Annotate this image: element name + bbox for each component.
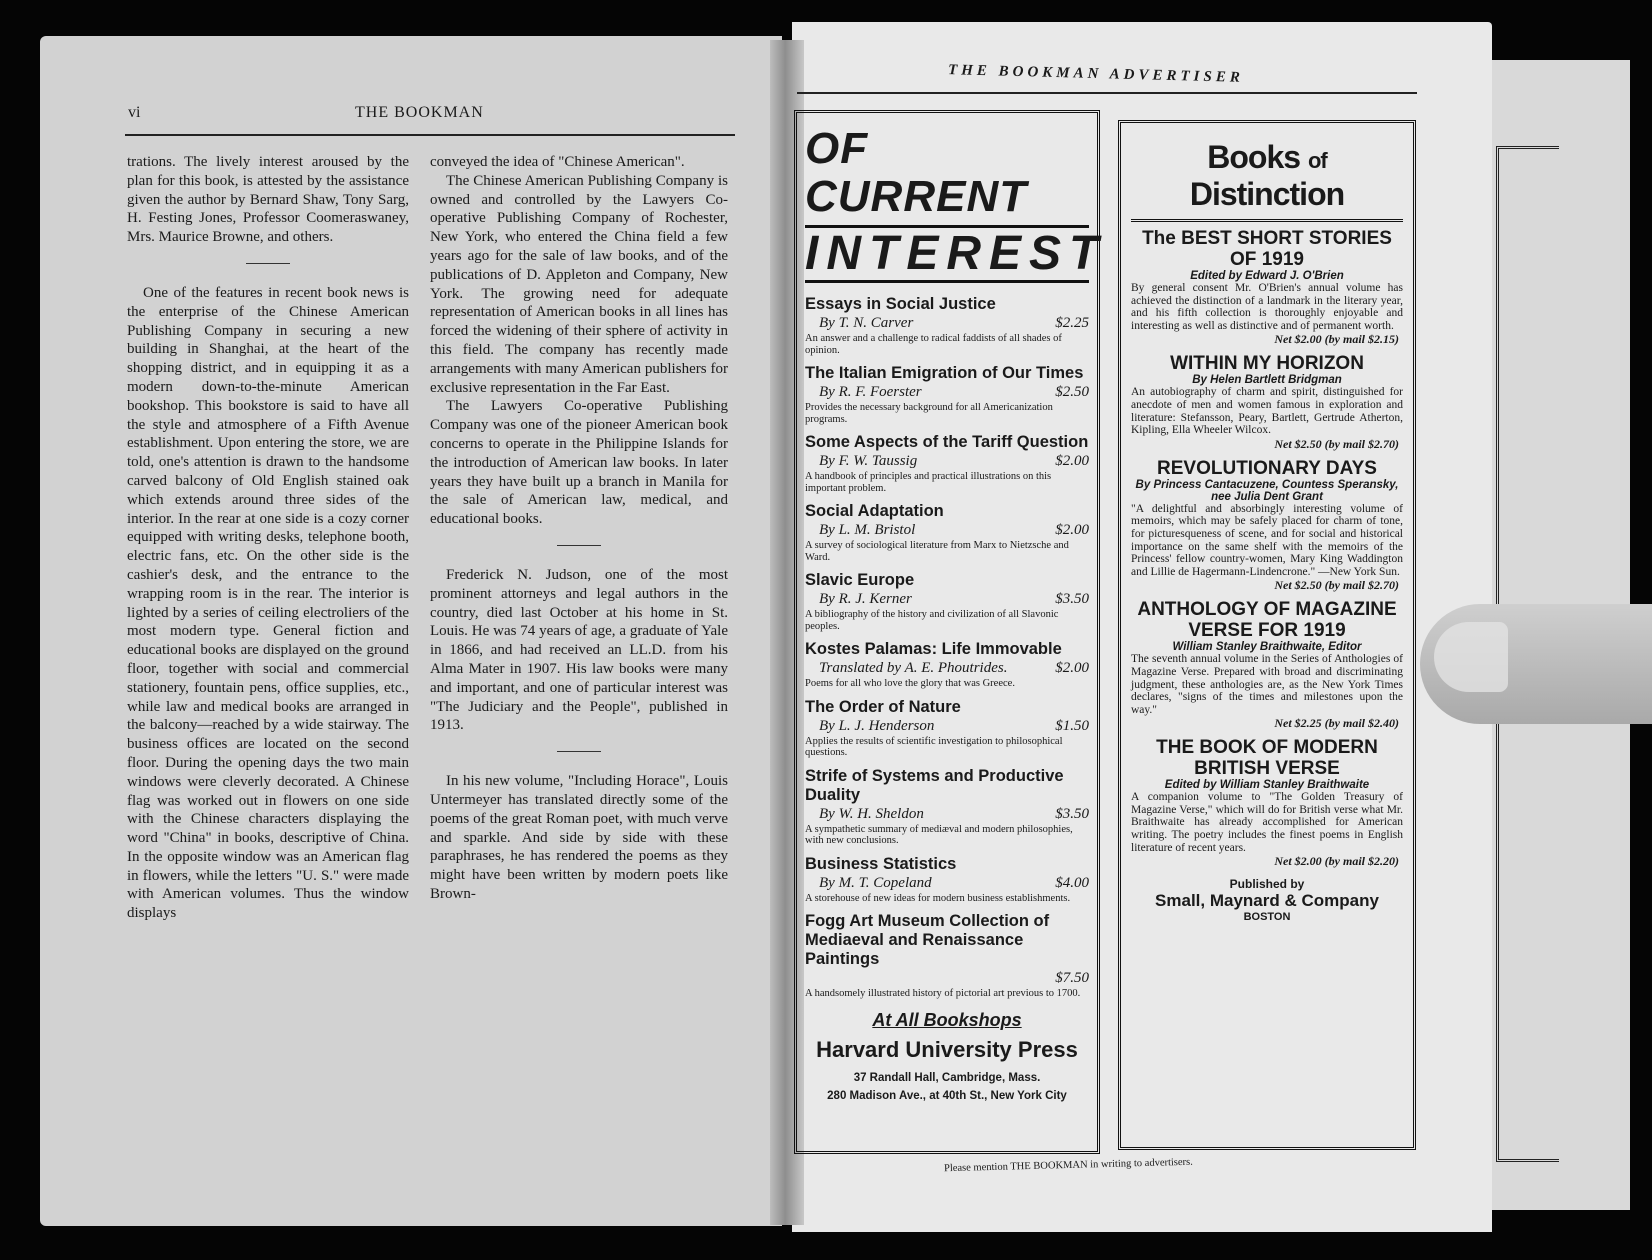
publisher-name: Harvard University Press xyxy=(816,1036,1078,1062)
book-entry xyxy=(805,295,1089,356)
book-author: By L. M. Bristol xyxy=(819,522,916,538)
paragraph: conveyed the idea of "Chinese American". xyxy=(430,154,685,170)
bookshops-line: At All Bookshops xyxy=(872,1009,1022,1030)
ad-title-word: Books xyxy=(1207,139,1301,175)
book-description: Applies the results of scientific investigation to philosophical questions. xyxy=(805,735,1063,758)
book-entry xyxy=(1131,599,1403,731)
book-author-row xyxy=(805,314,1089,333)
ad-title-word: of xyxy=(1307,148,1327,173)
book-description: A companion volume to "The Golden Treasury of Magazine Verse," which will do for British verse what Mr. Braithwaite has already accomplished for American writing. The poetry includes the finest poems in English literature of recent years. xyxy=(1131,791,1403,854)
book-description: Provides the necessary background for all Americanization programs. xyxy=(805,402,1053,425)
harvard-ad xyxy=(794,110,1107,1154)
book-price: $4.00 xyxy=(1055,874,1089,891)
book-author: Translated by A. E. Phoutrides. xyxy=(819,660,1008,676)
address-line: 37 Randall Hall, Cambridge, Mass. xyxy=(853,1071,1041,1084)
book-author-row xyxy=(805,521,1089,540)
paragraph: One of the features in recent book news is the enterprise of the Chinese American Publishing Company in securing a new building in Shanghai, at the heart of the shopping district, and in equipping it as a modern down-to-the-minute American bookshop. This bookstore is said to have all the style and atmosphere of a Fifth Avenue establishment. Upon entering the store, we are told, one's attention is drawn to the handsome carved balcony of Old English stained oak which extends around three sides of the interior. In the rear at one side is a cozy corner equipped with writing desks, telephone booth, electric fans, etc. On the other side is the cashier's desk, and the entrance to the wrapping room is in the rear. The interior is lighted by a series of ceiling electroliers of the most modern type. General fiction and educational books are displayed on the ground floor, together with social and commercial stationery, fountain pens, office supplies, etc., while law and medical books are arranged in the balcony—reached by a wide stairway. The business offices are located on the second floor. During the opening days the two main windows were cleverly decorated. A Chinese flag was worked out in flowers on one side with the Chinese characters displaying the word "China" in books, descriptive of China. In the opposite window was an American flag in flowers, while the letters "U. S." were made with American volumes. Thus the window displays xyxy=(127,284,409,922)
book-author: By R. F. Foerster xyxy=(819,384,922,400)
advertiser-footer-note: Please mention THE BOOKMAN in writing to advertisers. xyxy=(943,1156,1193,1175)
paragraph: In his new volume, "Including Horace", Louis Untermeyer has translated directly some of the poems of the great Roman poet, with much verve and sparkle. And side by side with these paraphrases, he has rendered the poems as they might have been written by modern poets like Brown- xyxy=(430,773,728,902)
book-description: A sympathetic summary of mediæval and modern philosophies, with new conclusions. xyxy=(805,823,1073,846)
book-entry xyxy=(1131,353,1403,451)
book-title: Some Aspects of the Tariff Question xyxy=(805,433,1089,451)
book-price: Net $2.50 (by mail $2.70) xyxy=(1274,436,1399,451)
section-separator xyxy=(557,545,601,546)
book-author: By F. W. Taussig xyxy=(819,453,918,469)
ad-title xyxy=(1131,139,1403,213)
book-author-row xyxy=(805,452,1089,471)
ad-title: OF CURRENT xyxy=(805,124,1028,221)
book-price: Net $2.25 (by mail $2.40) xyxy=(1274,716,1399,731)
ad-title: INTEREST xyxy=(805,225,1089,283)
book-title: WITHIN MY HORIZON xyxy=(1170,353,1364,375)
advertiser-header-rule xyxy=(797,92,1417,94)
book-price: Net $2.00 (by mail $2.20) xyxy=(1274,854,1399,869)
book-description: An answer and a challenge to radical faddists of all shades of opinion. xyxy=(805,333,1062,356)
header-rule xyxy=(125,134,735,136)
book-entry xyxy=(805,364,1089,425)
book-entry xyxy=(805,855,1089,905)
book-author-row xyxy=(805,805,1089,824)
book-description: By general consent Mr. O'Brien's annual volume has achieved the distinction of a landmark in the literary year, and his fifth collection is thoroughly enjoyable and interesting as well as distinctive and of permanent worth. xyxy=(1131,282,1403,332)
book-title: Essays in Social Justice xyxy=(805,295,996,313)
book-author: By L. J. Henderson xyxy=(819,717,935,734)
section-separator xyxy=(557,751,601,752)
address-line: 280 Madison Ave., at 40th St., New York City xyxy=(827,1089,1067,1102)
published-by: Published by xyxy=(1229,877,1305,892)
book-description: "A delightful and absorbingly interesting volume of memoirs, which may be safely placed for charm of tone, for picturesqueness of scene, and for social and historical importance on the same shelf with the memoirs of the Princess' fellow country-women, Mary King Waddington and Lillie de Hagermann-Lindencrone." —New York Sun. xyxy=(1131,502,1403,578)
book-editor: By Helen Bartlett Bridgman xyxy=(1192,374,1342,387)
book-description: An autobiography of charm and spirit, distinguished for anecdote of men and women famous in exploration and literature: Stefansson, Peary, Bartlett, Gertrude Atherton, Kipling, Ella Wheeler Wilcox. xyxy=(1131,386,1403,437)
book-price: Net $2.50 (by mail $2.70) xyxy=(1274,578,1399,593)
book-author: By R. J. Kerner xyxy=(819,591,912,607)
book-price: $2.25 xyxy=(1055,315,1089,331)
advertiser-running-head: THE BOOKMAN ADVERTISER xyxy=(947,62,1245,86)
book-description: A bibliography of the history and civilization of all Slavonic peoples. xyxy=(805,609,1059,632)
paragraph: Frederick N. Judson, one of the most prominent attorneys and legal authors in the country, died last October at his home in St. Louis. He was 74 years of age, a graduate of Yale in 1866, and had received an LL.D. from his Alma Mater in 1907. His law books were many and important, and one of particular interest was "The Judiciary and the People", published in 1913. xyxy=(430,566,728,734)
book-title: Strife of Systems and Productive Duality xyxy=(805,766,1064,804)
book-price: $3.50 xyxy=(1055,805,1089,822)
book-title: Fogg Art Museum Collection of Mediaeval and Renaissance Paintings xyxy=(805,912,1050,968)
book-author: By W. H. Sheldon xyxy=(819,805,924,822)
book-author: By M. T. Copeland xyxy=(819,874,932,891)
book-price: Net $2.00 (by mail $2.15) xyxy=(1274,332,1399,347)
book-entry xyxy=(805,433,1089,494)
book-price: $2.00 xyxy=(1055,522,1089,538)
book-author: By T. N. Carver xyxy=(819,315,914,331)
book-entry xyxy=(1131,458,1403,594)
publisher-name: Small, Maynard & Company xyxy=(1155,891,1379,911)
book-entry xyxy=(805,640,1089,690)
ad-title-word: Distinction xyxy=(1189,176,1345,212)
book-description: The seventh annual volume in the Series of Anthologies of Magazine Verse. Prepared with broad and discriminating judgment, these anthologies are, as the New York Times declares, "signs of the times and milestones upon the way." xyxy=(1131,653,1403,716)
book-title: Slavic Europe xyxy=(805,571,915,589)
paragraph: trations. The lively interest aroused by the plan for this book, is attested by the assistance given the author by Bernard Shaw, Tony Sarg, H. Festing Jones, Professor Coomeraswaney, Mrs. Maurice Browne, and others. xyxy=(127,154,409,246)
book-price: $1.50 xyxy=(1055,717,1089,734)
book-title: The Italian Emigration of Our Times xyxy=(805,364,1084,382)
book-editor: William Stanley Braithwaite, Editor xyxy=(1172,641,1362,654)
book-author-row xyxy=(805,590,1089,609)
book-editor: Edited by Edward J. O'Brien xyxy=(1190,270,1344,282)
right-column xyxy=(430,153,728,904)
book-entry xyxy=(1131,228,1403,347)
book-entry xyxy=(805,912,1089,1000)
book-description: A handbook of principles and practical illustrations on this important problem. xyxy=(805,471,1052,494)
left-column xyxy=(127,153,409,923)
book-title: The Order of Nature xyxy=(805,697,961,716)
book-price: $2.00 xyxy=(1055,660,1089,676)
book-description: A survey of sociological literature from Marx to Nietzsche and Ward. xyxy=(805,540,1069,563)
ad-title-rule xyxy=(1131,219,1403,222)
small-maynard-ad xyxy=(1118,120,1416,1150)
publisher-address xyxy=(805,1069,1089,1105)
book-author-row xyxy=(805,659,1089,678)
book-entry xyxy=(805,571,1089,632)
book-title: The BEST SHORT STORIES OF 1919 xyxy=(1142,228,1392,270)
book-entry xyxy=(805,767,1089,847)
paragraph: The Chinese American Publishing Company is owned and controlled by the Lawyers Co-operative Publishing Company of Rochester, New York, who entered the China field a few years ago for the sale of law books, and of the publications of D. Appleton and Company, New York. The growing need for adequate representation of American books in all lines has forced the widening of their sphere of activity in this field. The company has recently made arrangements with many American publishers for exclusive representation in the Far East. xyxy=(430,172,728,396)
book-description: A storehouse of new ideas for modern business establishments. xyxy=(805,892,1071,904)
book-editor: Edited by William Stanley Braithwaite xyxy=(1164,779,1370,792)
book-entry xyxy=(1131,737,1403,869)
book-title: THE BOOK OF MODERN BRITISH VERSE xyxy=(1156,737,1378,780)
book-entry xyxy=(805,698,1089,759)
section-separator xyxy=(246,263,290,264)
book-editor: By Princess Cantacuzene, Countess Speransky, nee Julia Dent Grant xyxy=(1135,478,1399,503)
book-list xyxy=(805,295,1089,1000)
book-price: $2.00 xyxy=(1055,453,1089,469)
book-author-row xyxy=(805,717,1089,736)
book-author-row xyxy=(805,874,1089,893)
book-title: ANTHOLOGY OF MAGAZINE VERSE FOR 1919 xyxy=(1137,599,1397,642)
book-description: Poems for all who love the glory that was Greece. xyxy=(805,678,1015,689)
book-author-row xyxy=(805,969,1089,988)
book-price: $2.50 xyxy=(1055,384,1089,400)
book-price: $3.50 xyxy=(1055,591,1089,607)
paragraph: The Lawyers Co-operative Publishing Company was one of the pioneer American book concerns to operate in the Philippine Islands for the introduction of American law books. In later years they have built up a branch in Manila for the sale of American law, medical, and educational books. xyxy=(430,398,728,528)
page-folio: vi xyxy=(128,104,141,121)
book-description: A handsomely illustrated history of pictorial art previous to 1700. xyxy=(805,988,1081,999)
running-head: THE BOOKMAN xyxy=(355,104,484,121)
book-title: REVOLUTIONARY DAYS xyxy=(1157,457,1377,479)
book-price: $7.50 xyxy=(1055,970,1089,986)
book-author-row xyxy=(805,383,1089,402)
publisher-city: BOSTON xyxy=(1243,911,1291,924)
book-list xyxy=(1131,228,1403,869)
book-entry xyxy=(805,502,1089,563)
book-title: Social Adaptation xyxy=(805,502,944,520)
book-title: Kostes Palamas: Life Immovable xyxy=(805,640,1062,658)
book-title: Business Statistics xyxy=(805,854,957,873)
fingernail xyxy=(1434,622,1508,692)
